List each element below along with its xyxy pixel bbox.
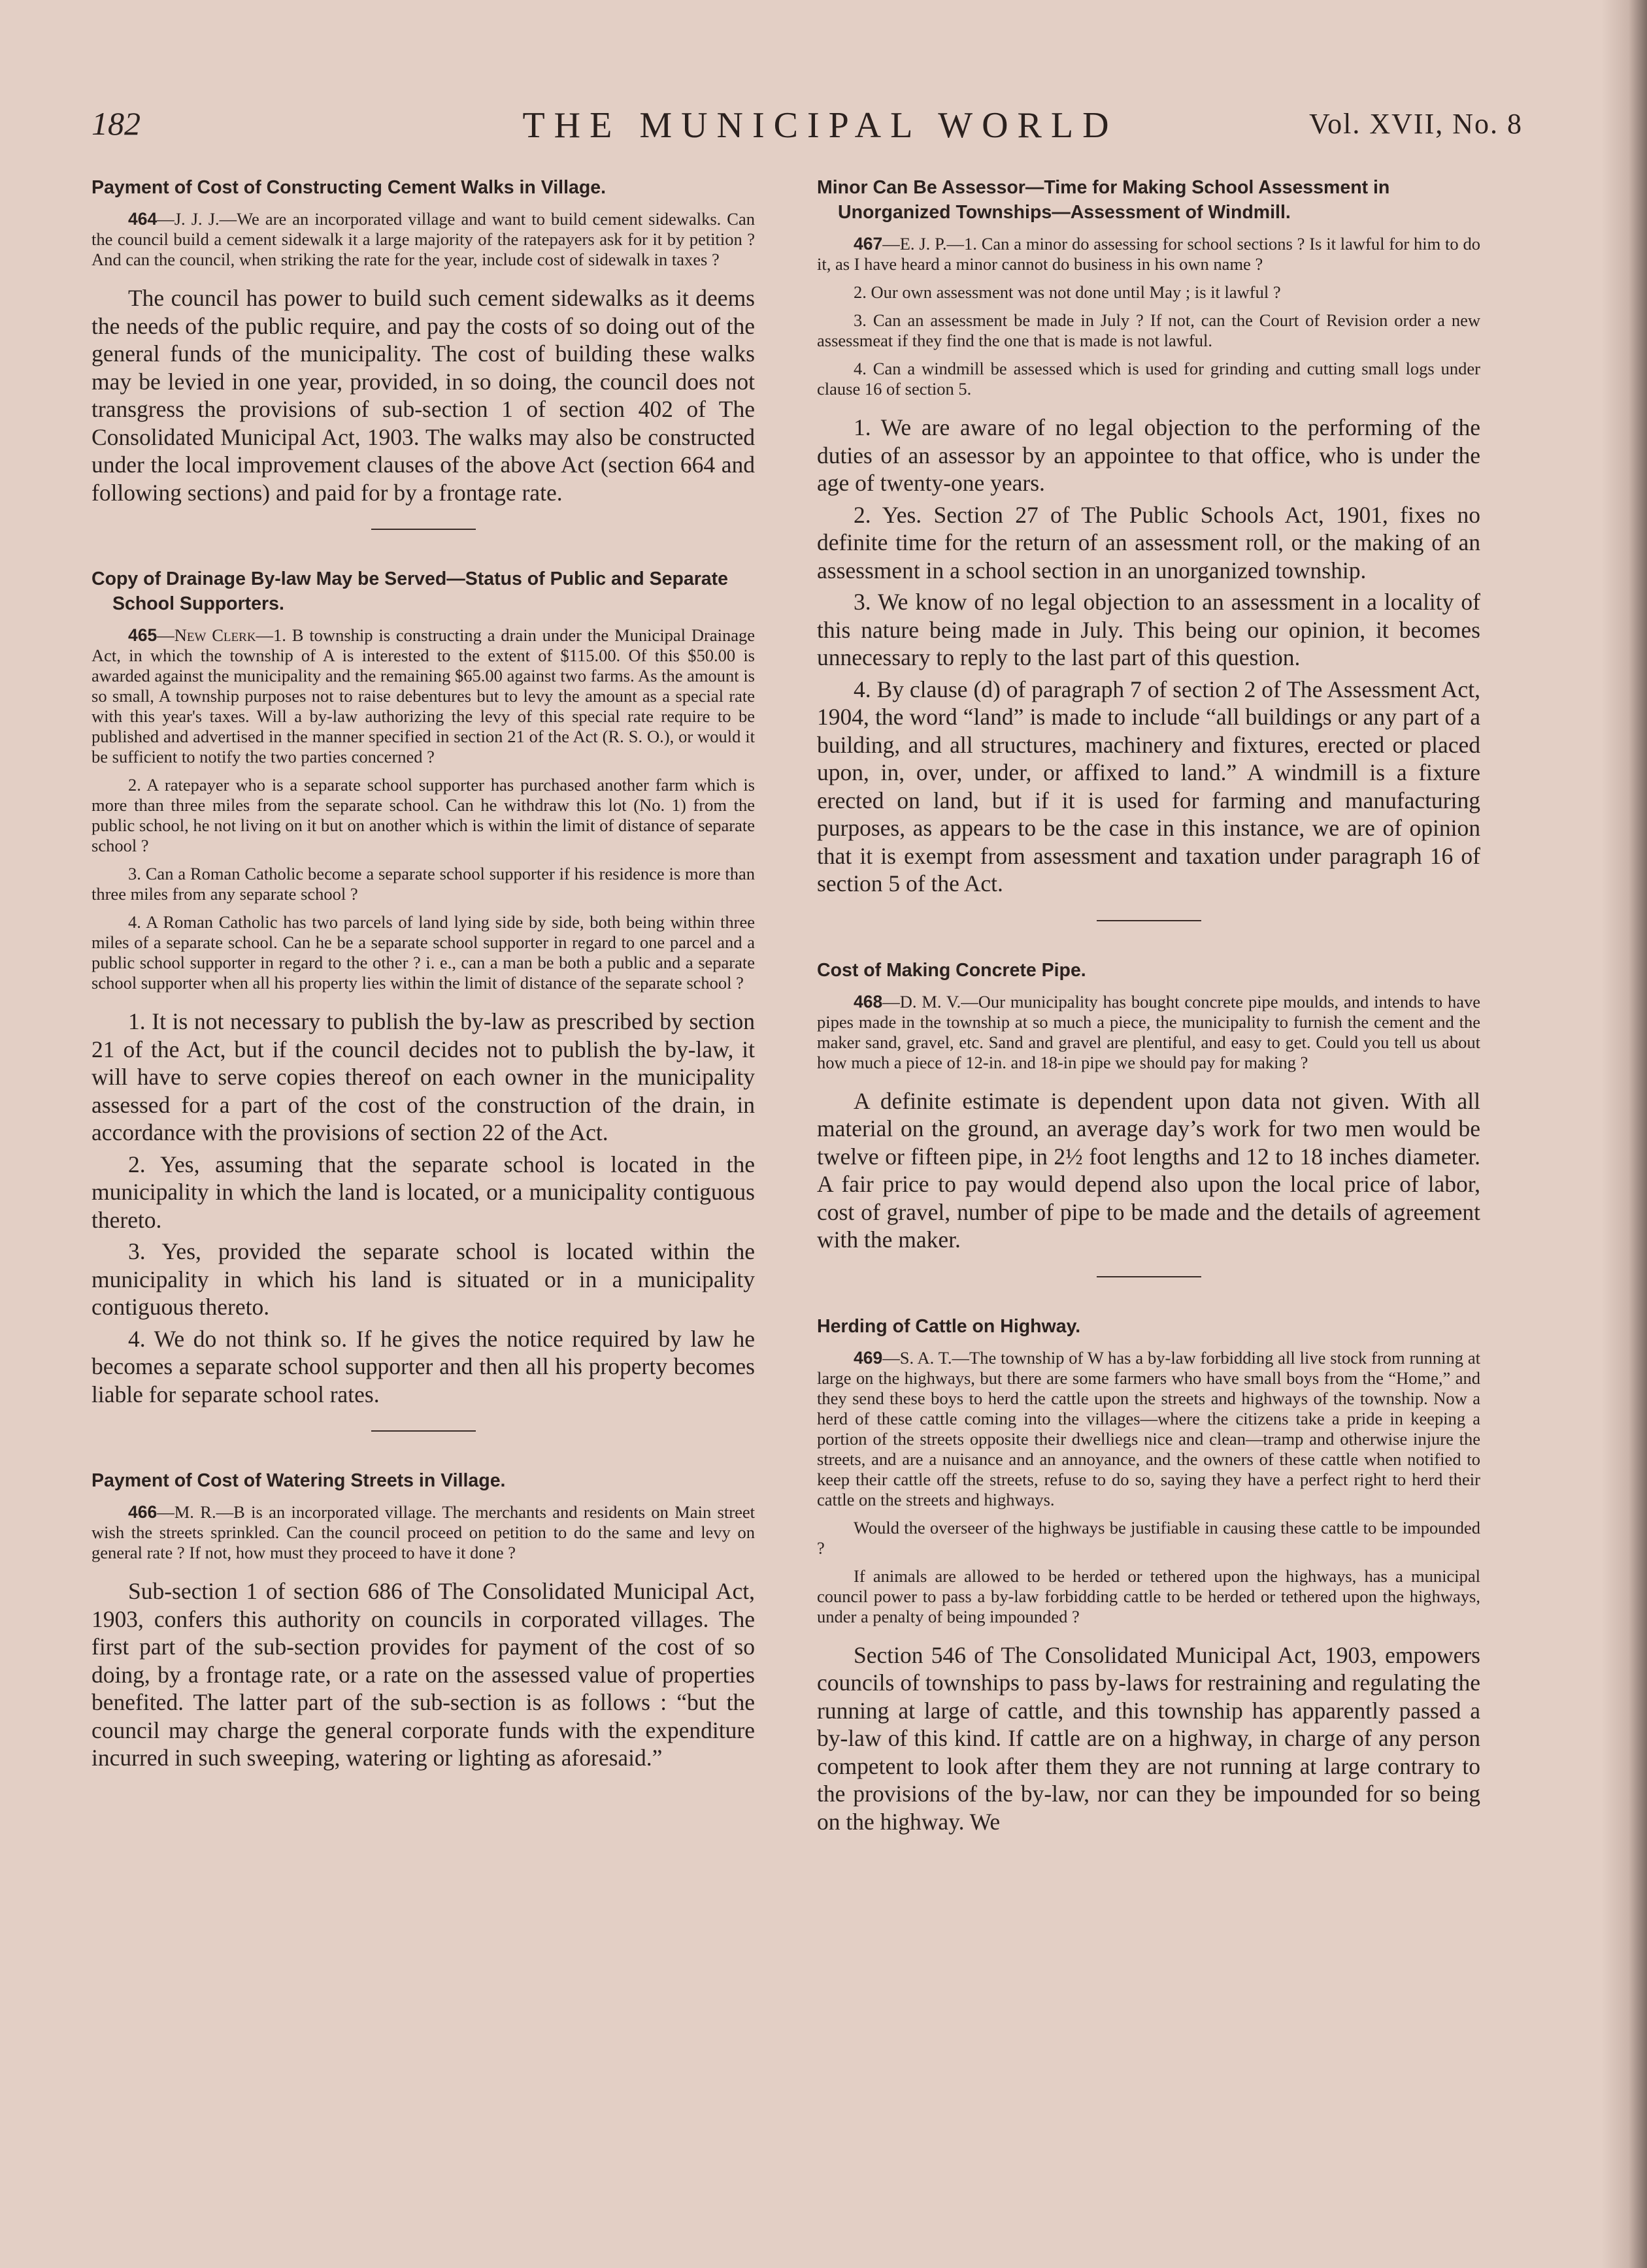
- spacer: [817, 407, 1480, 414]
- spacer: [92, 278, 755, 284]
- question-text: 1. B township is constructing a drain under the Municipal Drainage Act, in which the township of A is interested to the extent of $115.00. Of this $50.00 is awarded against the municipality and the remaining $65.00 against two farms. As the amount is so small, A township purposes not to raise debentures but to levy the amount as a special rate with this year's taxes. Will a by-law authorizing the levy of this special rate require to be published and advertised in the manner specified in section 21 of the Act (R. S. O.), or would it be sufficient to notify the two parties concerned ?: [92, 625, 755, 766]
- question-paragraph: [92, 775, 755, 856]
- question-text: 4. Can a windmill be assessed which is used for grinding and cutting small logs under clause 16 of section 5.: [817, 359, 1480, 399]
- question-text: The township of W has a by-law forbidding all live stock from running at large on the highways, but there are some farmers who have small boys from the “Home,” and they send these boys to herd the cattle upon the streets and highways of the township. Now a herd of these cattle coming into the villages—where the citizens take a pride in keeping a portion of the streets opposite their dwelliegs nice and clean—tramp and otherwise injure the streets, and are a nuisance and an annoyance, and the owners of these cattle when notified to keep their cattle off the streets, refuse to do so, saying they have a perfect right to herd their cattle on the streets and highways.: [817, 1347, 1480, 1509]
- section-divider: [371, 1430, 476, 1432]
- section-title: Payment of Cost of Watering Streets in Village.: [92, 1470, 506, 1491]
- question-paragraph: 466—M. R.—B is an incorporated village. The merchants and residents on Main street wish the streets sprinkled. Can the council proceed on petition to do the same and levy on general rate ? If not, how must they proceed to have it done ?: [92, 1502, 755, 1562]
- section-divider: [371, 529, 476, 530]
- page-header: [92, 105, 1523, 150]
- question-paragraph: 464—J. J. J.—We are an incorporated village and want to build cement sidewalks. Can the council build a cement sidewalk it a large majority of the ratepayers ask for it by petition ? And can the council, when striking the rate for the year, include cost of sidewalk in taxes ?: [92, 209, 755, 269]
- answer-paragraph: The council has power to build such cement sidewalks as it deems the needs of the public require, and pay the costs of so doing out of the general funds of the municipality. The cost of building these walks may be levied in one year, provided, in so doing, the council does not transgress the provisions of sub-section 1 of section 402 of The Consolidated Municipal Act, 1903. The walks may also be constructed under the local improvement clauses of the above Act (section 664 and following sections) and paid for by a frontage rate.: [92, 285, 755, 506]
- question-sender: M. R.: [174, 1502, 216, 1522]
- article-section: [817, 958, 1480, 1254]
- answer-paragraph: 3. We know of no legal objection to an assessment in a locality of this nature being made in July. This being our opinion, it becomes unnecessary to reply to the last part of this question.: [817, 589, 1480, 670]
- spacer: [817, 1635, 1480, 1641]
- question-paragraph: [92, 864, 755, 904]
- article-section: [92, 567, 755, 1408]
- question-number: 465: [128, 625, 158, 645]
- article-section: [817, 1314, 1480, 1836]
- section-divider: [1097, 1276, 1201, 1277]
- question-paragraph: 468—D. M. V.—Our municipality has bought concrete pipe moulds, and intends to have pipes made in the township at so much a piece, the municipality to furnish the cement and the maker sand, gravel, etc. Sand and gravel are plentiful, and easy to get. Could you tell us about how much a piece of 12-in. and 18-in pipe we should pay for making ?: [817, 991, 1480, 1072]
- right-column: [817, 175, 1480, 1839]
- question-number: 466: [128, 1502, 158, 1522]
- question-paragraph: 467—E. J. P.—1. Can a minor do assessing for school sections ? Is it lawful for him to do it, as I have heard a minor cannot do business in his own name ?: [817, 234, 1480, 274]
- question-text: 1. Can a minor do assessing for school sections ? Is it lawful for him to do it, as I have heard a minor cannot do business in his own name ?: [817, 234, 1480, 274]
- question-paragraph: [817, 1518, 1480, 1558]
- page-edge-shadow: [1601, 0, 1647, 2268]
- spacer: [92, 1571, 755, 1577]
- issue-number: Vol. XVII, No. 8: [1309, 108, 1523, 140]
- question-paragraph: [817, 310, 1480, 351]
- question-sender: D. M. V.: [899, 991, 961, 1011]
- answer-paragraph: 1. We are aware of no legal objection to the performing of the duties of an assessor by an appointee to that office, who is under the age of twenty-one years.: [817, 414, 1480, 496]
- question-sender: New Clerk: [174, 625, 256, 645]
- section-title: Payment of Cost of Constructing Cement Walks in Village.: [92, 177, 607, 198]
- section-divider: [1097, 920, 1201, 921]
- spacer: [817, 1081, 1480, 1087]
- answer-paragraph: A definite estimate is dependent upon data not given. With all material on the ground, an average day’s work for two men would be twelve or fifteen pipe, in 2½ foot lengths and 12 to 18 inches diameter. A fair price to pay would depend also upon the local price of labor, cost of gravel, number of pipe to be made and the details of agreement with the maker.: [817, 1087, 1480, 1253]
- question-number: 467: [854, 234, 883, 254]
- answer-paragraph: 3. Yes, provided the separate school is located within the municipality in which his land is situated or in a municipality contiguous thereto.: [92, 1238, 755, 1320]
- question-sender: J. J. J.: [174, 209, 220, 229]
- question-paragraph: [92, 912, 755, 993]
- article-section: [92, 1468, 755, 1772]
- answer-paragraph: Sub-section 1 of section 686 of The Consolidated Municipal Act, 1903, confers this authority on councils in corporated villages. The first part of the sub-section provides for payment of the cost of so doing, by a frontage rate, or a rate on the assessed value of properties benefited. The latter part of the sub-section is as follows : “but the council may charge the general corporate funds with the expenditure incurred in such sweeping, watering or lighting as aforesaid.”: [92, 1578, 755, 1771]
- article-section: [817, 175, 1480, 898]
- question-text: We are an incorporated village and want to build cement sidewalks. Can the council build a cement sidewalk it a large majority of the ratepayers ask for it by petition ? And can the council, when striking the rate for the year, include cost of sidewalk in taxes ?: [92, 209, 755, 269]
- answer-paragraph: Section 546 of The Consolidated Municipal Act, 1903, empowers councils of townships to pass by-laws for restraining and regulating the running at large of cattle, and this township has apparently passed a by-law of this kind. If cattle are on a highway, in charge of any person competent to look after them they are not running at large contrary to the provisions of the by-law, nor can they be impounded for so being on the highway. We: [817, 1641, 1480, 1835]
- question-sender: S. A. T.: [899, 1347, 952, 1368]
- question-sender: E. J. P.: [899, 234, 947, 254]
- question-text: 3. Can an assessment be made in July ? If not, can the Court of Revision order a new assessmeat if they find the one that is made is not lawful.: [817, 310, 1480, 350]
- section-title: Cost of Making Concrete Pipe.: [817, 959, 1086, 981]
- question-text: If animals are allowed to be herded or tethered upon the highways, has a municipal council power to pass a by-law forbidding cattle to be herded or tethered upon the highways, under a penalty of being impounded ?: [817, 1566, 1480, 1626]
- question-text: 2. Our own assessment was not done until May ; is it lawful ?: [854, 282, 1281, 302]
- page-number: 182: [92, 105, 141, 142]
- answer-paragraph: 2. Yes. Section 27 of The Public Schools Act, 1901, fixes no definite time for the return of an assessment roll, or the making of an assessment in a school section in an unorganized township.: [817, 501, 1480, 583]
- answer-paragraph: 1. It is not necessary to publish the by-law as prescribed by section 21 of the Act, but if the council decides not to publish the by-law, it will have to serve copies thereof on each owner in the municipality assessed for a part of the cost of the construction of the drain, in accordance with the provisions of section 22 of the Act.: [92, 1008, 755, 1145]
- question-paragraph: 469—S. A. T.—The township of W has a by-law forbidding all live stock from running at large on the highways, but there are some farmers who have small boys from the “Home,” and they send these boys to herd the cattle upon the streets and highways of the township. Now a herd of these cattle coming into the villages—where the citizens take a pride in keeping a portion of the streets opposite their dwelliegs nice and clean—tramp and otherwise injure the streets, and are a nuisance and an annoyance, and the owners of these cattle when notified to keep their cattle off the streets, refuse to do so, saying they have a perfect right to herd their cattle on the streets and highways.: [817, 1347, 1480, 1509]
- answer-paragraph: 4. We do not think so. If he gives the notice required by law he becomes a separate school supporter and then all his property becomes liable for separate school rates.: [92, 1325, 755, 1407]
- journal-title: THE MUNICIPAL WORLD: [522, 105, 1118, 146]
- question-text: Would the overseer of the highways be justifiable in causing these cattle to be impounded ?: [817, 1517, 1480, 1558]
- answer-paragraph: 2. Yes, assuming that the separate school is located in the municipality in which the land is located, or a municipality contiguous thereto.: [92, 1151, 755, 1233]
- question-number: 469: [854, 1347, 883, 1368]
- question-paragraph: [817, 1566, 1480, 1627]
- question-paragraph: [817, 282, 1480, 303]
- section-title: Minor Can Be Assessor—Time for Making School Assessment in Unorganized Townships—Assessment of Windmill.: [817, 177, 1390, 223]
- section-title: Copy of Drainage By-law May be Served—Status of Public and Separate School Supporters.: [92, 568, 728, 614]
- question-number: 468: [854, 991, 883, 1011]
- question-text: 3. Can a Roman Catholic become a separate school supporter if his residence is more than three miles from any separate school ?: [92, 864, 755, 904]
- question-text: Our municipality has bought concrete pipe moulds, and intends to have pipes made in the township at so much a piece, the municipality to furnish the cement and the maker sand, gravel, etc. Sand and gravel are plentiful, and easy to get. Could you tell us about how much a piece of 12-in. and 18-in pipe we should pay for making ?: [817, 991, 1480, 1072]
- question-paragraph: 465—New Clerk—1. B township is constructing a drain under the Municipal Drainage Act, in which the township of A is interested to the extent of $115.00. Of this $50.00 is awarded against the municipality and the remaining $65.00 against two farms. As the amount is so small, A township purposes not to raise debentures but to levy the amount as a special rate with this year's taxes. Will a by-law authorizing the levy of this special rate require to be published and advertised in the manner specified in section 21 of the Act (R. S. O.), or would it be sufficient to notify the two parties concerned ?: [92, 625, 755, 766]
- section-title: Herding of Cattle on Highway.: [817, 1315, 1081, 1337]
- answer-paragraph: 4. By clause (d) of paragraph 7 of section 2 of The Assessment Act, 1904, the word “land” is made to include “all buildings or any part of a building, and all structures, machinery and fixtures, erected or placed upon, in, over, under, or affixed to land.” A windmill is a fixture erected on land, but if it is used for farming and manufacturing purposes, as appears to be the case in this instance, we are of opinion that it is exempt from assessment and taxation under paragraph 16 of section 5 of the Act.: [817, 676, 1480, 896]
- question-text: 2. A ratepayer who is a separate school supporter has purchased another farm which is more than three miles from the separate school. Can he withdraw this lot (No. 1) from the public school, he not living on it but on another which is within the limit of distance of separate school ?: [92, 775, 755, 855]
- article-section: [92, 175, 755, 506]
- question-text: 4. A Roman Catholic has two parcels of land lying side by side, both being within three miles of a separate school. Can he be a separate school supporter in regard to one parcel and a public school supporter in regard to the other ? i. e., can a man be both a public and a separate school supporter when all his property lies within the limit of distance of the separate school ?: [92, 912, 755, 993]
- question-text: B is an incorporated village. The merchants and residents on Main street wish the streets sprinkled. Can the council proceed on petition to do the same and levy on general rate ? If not, how must they proceed to have it done ?: [92, 1502, 755, 1562]
- left-column: [92, 175, 755, 1776]
- question-paragraph: [817, 359, 1480, 399]
- spacer: [92, 1001, 755, 1008]
- question-number: 464: [128, 209, 158, 229]
